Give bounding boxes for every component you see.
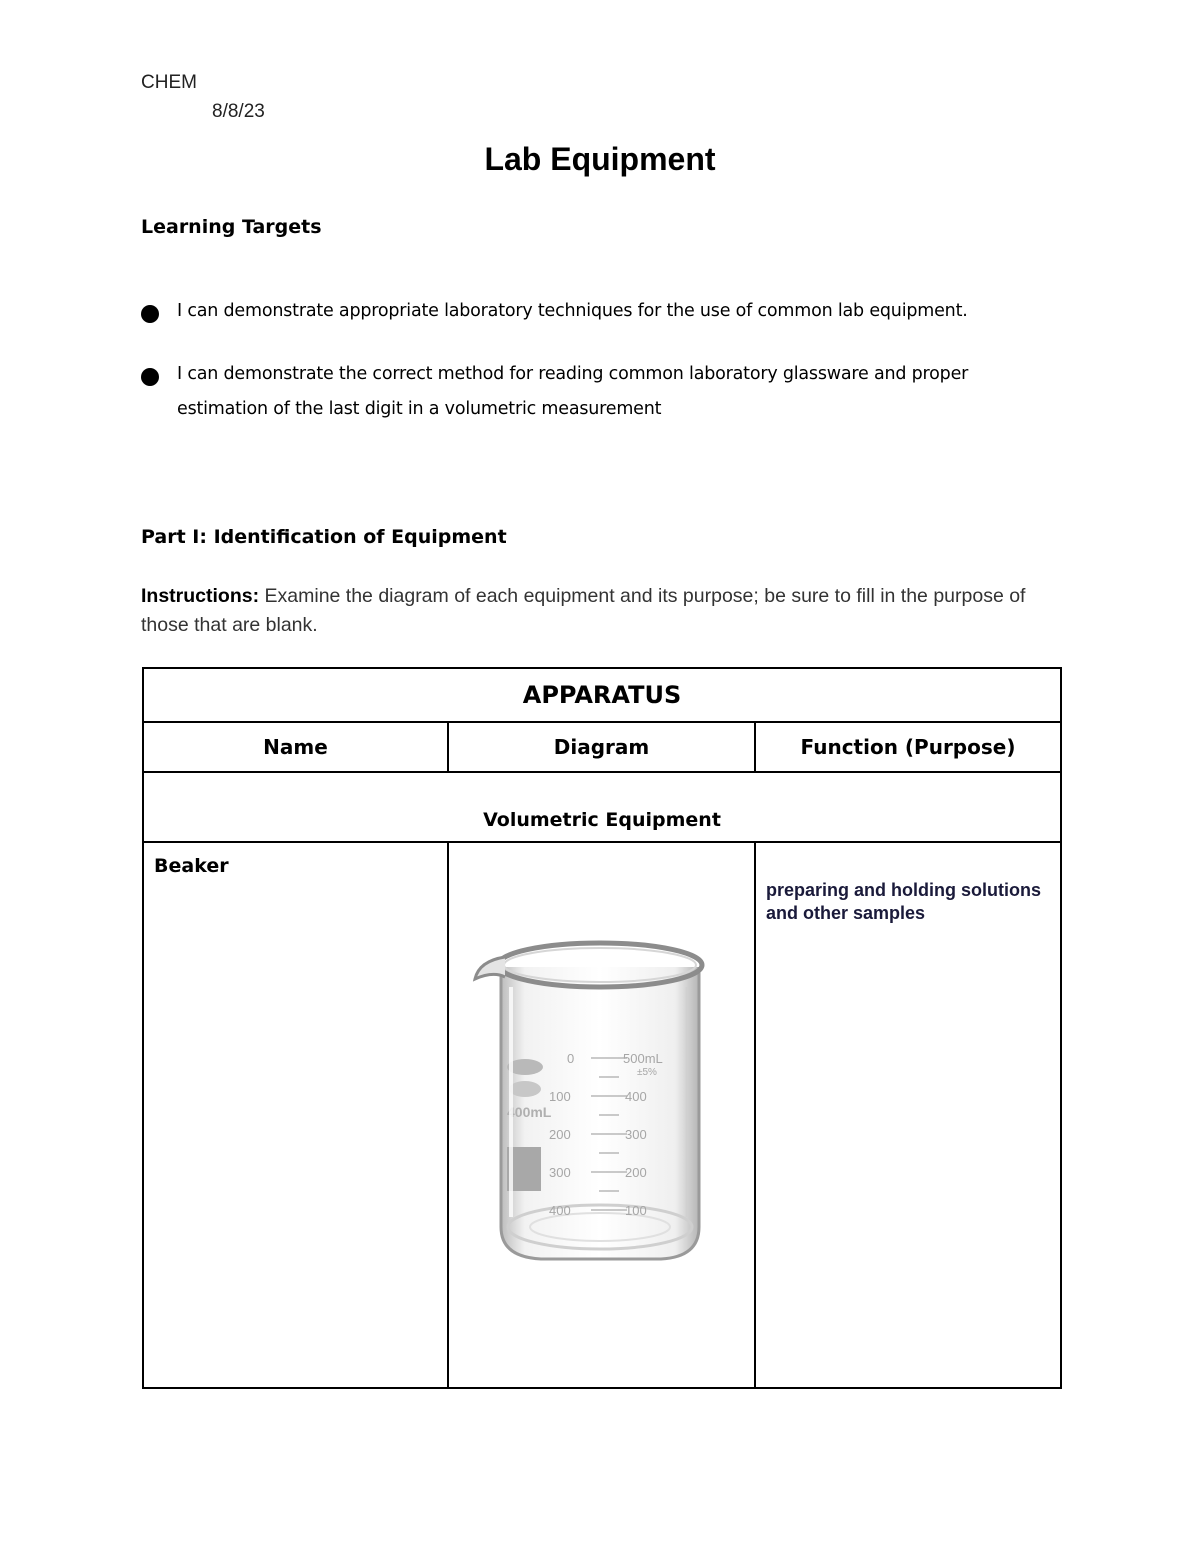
page-title: Lab Equipment	[484, 141, 716, 177]
apparatus-table	[142, 667, 1062, 1389]
table-row	[143, 842, 1061, 1388]
equipment-diagram	[448, 842, 755, 1388]
beaker-icon	[471, 927, 721, 1267]
scale-left-4: 400	[549, 1203, 571, 1218]
table-title: APPARATUS	[143, 668, 1061, 722]
instructions	[141, 582, 1041, 640]
tolerance-mark: ±5%	[637, 1067, 657, 1078]
scale-right-0: 500mL	[623, 1051, 663, 1066]
scale-left-3: 300	[549, 1165, 571, 1180]
part-heading: Part I: Identification of Equipment	[141, 526, 507, 548]
learning-target-2: I can demonstrate the correct method for reading common laboratory glassware and proper estimation of the last digit in a volumetric measurement	[177, 364, 969, 419]
learning-target-1: I can demonstrate appropriate laboratory techniques for the use of common lab equipment.	[177, 301, 968, 321]
column-header-function: Function (Purpose)	[755, 722, 1061, 772]
scale-right-3: 200	[625, 1165, 647, 1180]
bullet-icon	[141, 368, 159, 386]
scale-right-1: 400	[625, 1089, 647, 1104]
beaker-capacity: 400mL	[507, 1104, 552, 1120]
date-label: 8/8/23	[212, 101, 265, 122]
scale-right-2: 300	[625, 1127, 647, 1142]
scale-left-0: 0	[567, 1051, 575, 1066]
learning-targets-heading: Learning Targets	[141, 216, 322, 238]
column-header-diagram: Diagram	[448, 722, 755, 772]
section-label: Volumetric Equipment	[483, 809, 721, 831]
equipment-name: Beaker	[143, 842, 448, 1388]
course-label: CHEM	[141, 72, 197, 93]
column-header-name: Name	[143, 722, 448, 772]
scale-left-1: 100	[549, 1089, 571, 1104]
scale-left-2: 200	[549, 1127, 571, 1142]
instructions-text: Examine the diagram of each equipment and its purpose; be sure to fill in the purpose of those that are blank.	[141, 585, 1026, 636]
bullet-icon	[141, 305, 159, 323]
scale-right-4: 100	[625, 1203, 647, 1218]
equipment-function: preparing and holding solutions and other samples	[755, 842, 1061, 1388]
instructions-label: Instructions:	[141, 585, 260, 607]
section-row	[143, 772, 1061, 842]
